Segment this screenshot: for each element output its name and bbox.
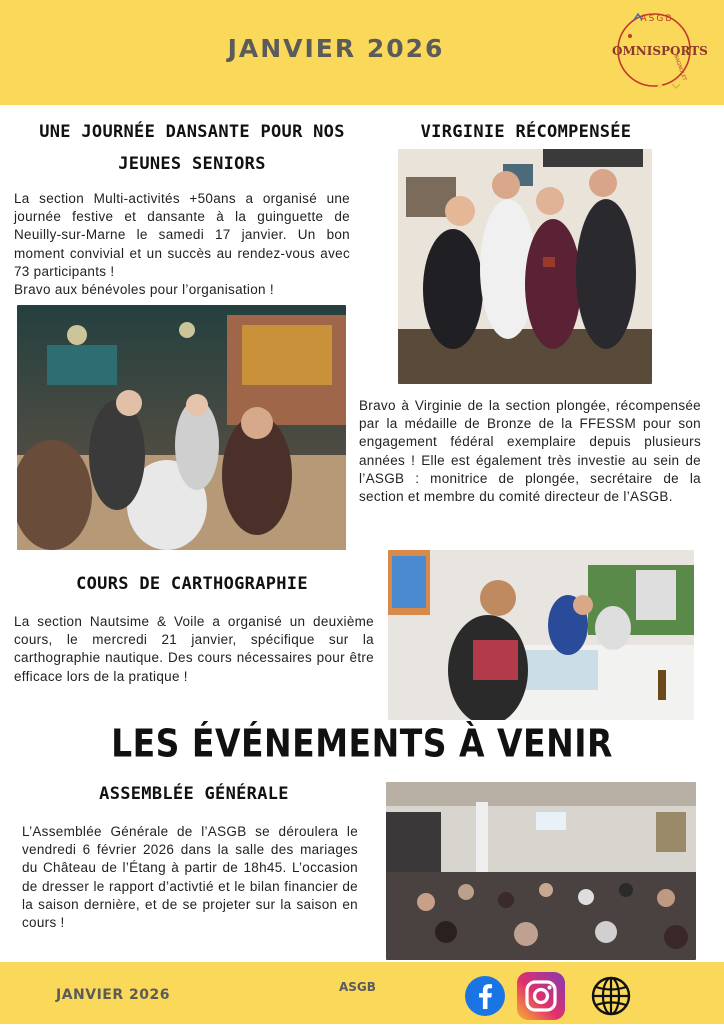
carto-photo — [388, 550, 694, 720]
virginie-title: VIRGINIE RÉCOMPENSÉE — [420, 122, 632, 142]
virginie-photo — [398, 149, 652, 384]
dance-paragraph: La section Multi-activités +50ans a organisé une journée festive et dansante à la guinguette de Neuilly-sur-Marne le samedi 17 janvier. Un bon moment convivial et un succès au rendez-vous avec 73 participants ! — [14, 191, 350, 279]
virginie-text: Bravo à Virginie de la section plongée, récompensée par la médaille de Bronze de la FFESSM pour son engagement fédéral exemplaire depuis plusieurs années ! Elle est également très investie au sein de l’ASGB : monitrice de plongée, secrétaire de la section et membre du comité directeur de l’ASGB. — [359, 398, 701, 505]
upcoming-title: LES ÉVÉNEMENTS À VENIR — [111, 721, 613, 766]
globe-icon[interactable] — [590, 975, 632, 1017]
dance-title-line1: UNE JOURNÉE DANSANTE POUR NOS — [39, 122, 345, 142]
page-title: JANVIER 2026 — [227, 34, 445, 63]
asgb-logo — [612, 6, 708, 94]
instagram-icon[interactable] — [516, 971, 566, 1021]
footer-org: ASGB — [339, 980, 376, 994]
dance-text — [14, 190, 350, 299]
assembly-photo — [386, 782, 696, 960]
carto-text: La section Nautsime & Voile a organisé un deuxième cours, le mercredi 21 janvier, spécifique sur la carthographie nautique. Des cours nécessaires pour être efficace lors de la pratique ! — [14, 614, 374, 684]
logo-top-text: ASGB — [640, 14, 674, 24]
dance-photo — [17, 305, 346, 550]
logo-side-text: BAGNOLET — [672, 54, 688, 82]
dance-thanks: Bravo aux bénévoles pour l’organisation ! — [14, 282, 274, 298]
logo-text: OMNISPORTS — [612, 44, 708, 58]
carto-title: COURS DE CARTHOGRAPHIE — [76, 574, 308, 594]
dance-title-line2: JEUNES SENIORS — [118, 154, 266, 174]
assembly-title: ASSEMBLÉE GÉNÉRALE — [99, 784, 289, 804]
facebook-icon[interactable] — [464, 975, 506, 1017]
footer-date: JANVIER 2026 — [56, 987, 170, 1003]
assembly-text: L’Assemblée Générale de l’ASGB se déroulera le vendredi 6 février 2026 dans la salle des mariages du Château de l’Étang à partir de 18h45. L’occasion de dresser le rapport d’activtié et le bilan financier de la saison dernière, et de se projeter sur la saison en cours ! — [22, 824, 358, 931]
